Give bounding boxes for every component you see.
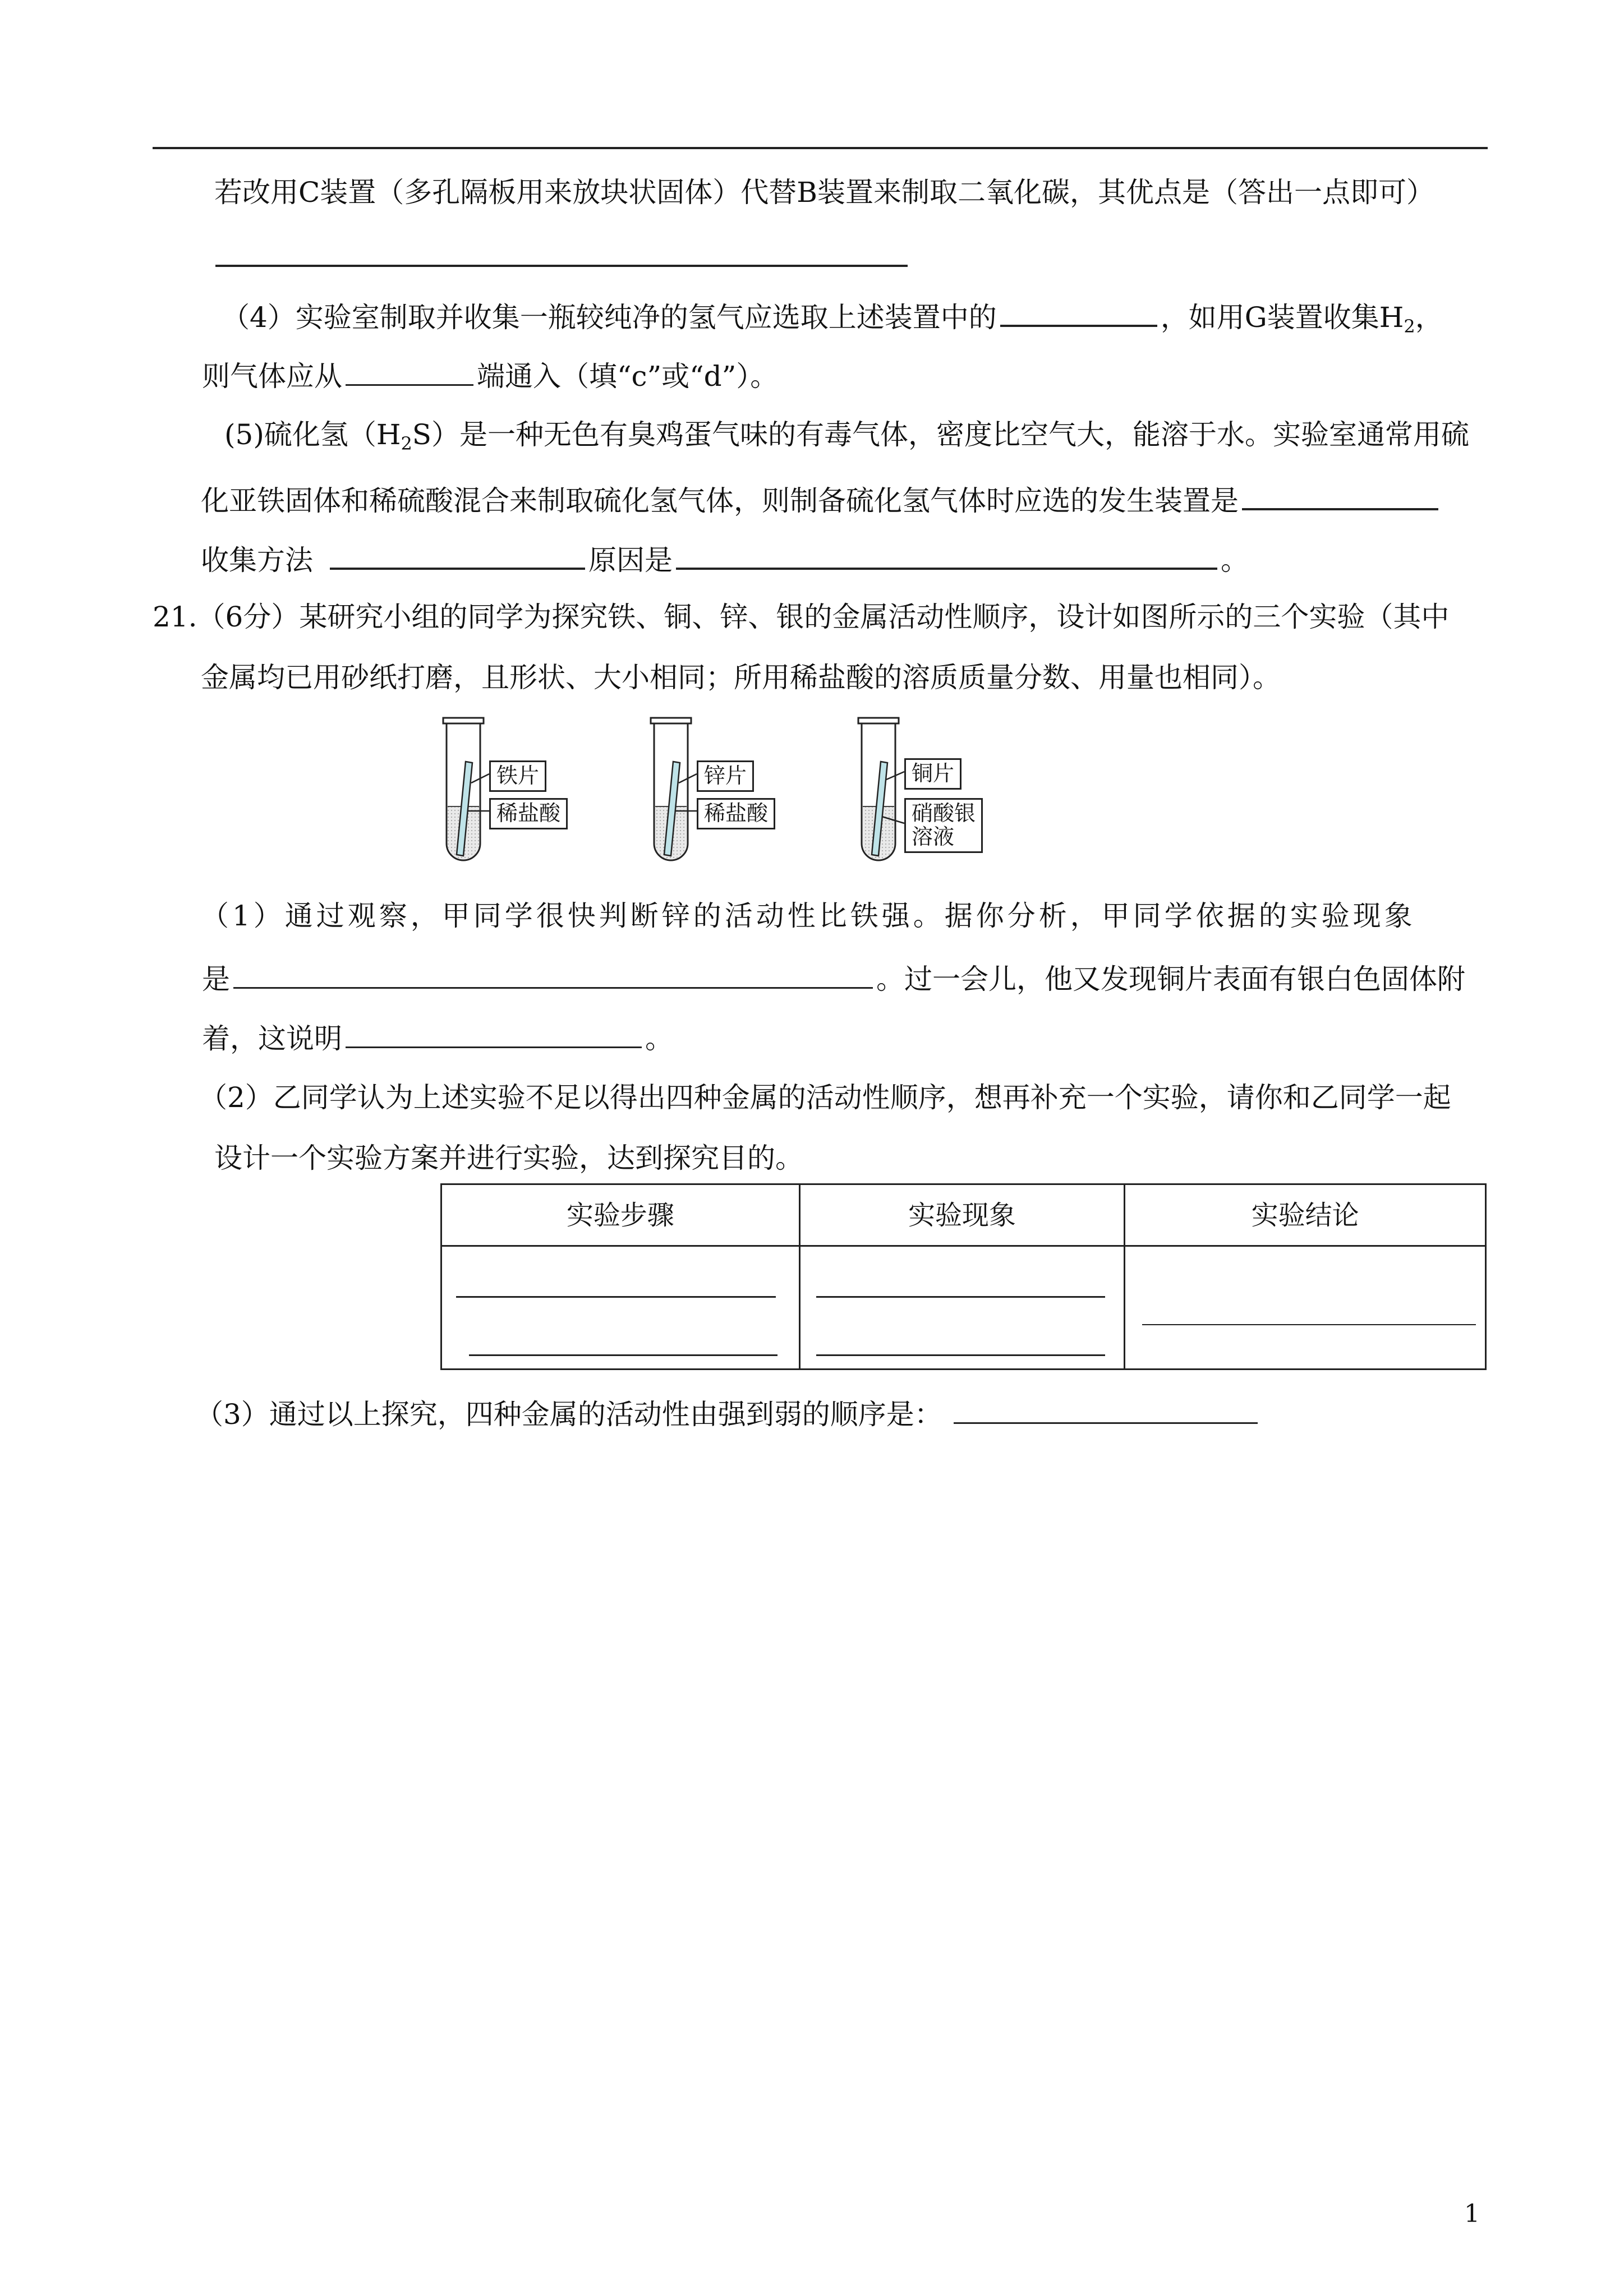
answer-line-conclusion[interactable] xyxy=(1142,1324,1476,1325)
experiment-table xyxy=(440,1183,1487,1370)
answer-blank-activity-order[interactable] xyxy=(954,1398,1258,1424)
part-1-line-3: 着，这说明 。 xyxy=(202,1022,673,1055)
test-tube-1 xyxy=(443,718,484,860)
answer-line-steps-1[interactable] xyxy=(456,1296,776,1298)
part-2-line-2: 设计一个实验方案并进行实验，达到探究目的。 xyxy=(214,1142,803,1174)
cell-conclusion[interactable] xyxy=(1125,1246,1486,1370)
answer-blank-advantage[interactable] xyxy=(215,245,908,267)
question-4-line-1: （4）实验室制取并收集一瓶较纯净的氢气应选取上述装置中的 ，如用G装置收集$H_2$， xyxy=(222,301,1443,337)
part-2-line-1: （2）乙同学认为上述实验不足以得出四种金属的活动性顺序，想再补充一个实验，请你和乙同学一起 xyxy=(199,1081,1451,1114)
answer-blank-gas-inlet[interactable] xyxy=(346,359,473,386)
answer-blank-reason[interactable] xyxy=(676,543,1217,570)
table-answer-row xyxy=(441,1246,1486,1370)
label-zinc-strip: 锌片 xyxy=(697,760,754,792)
header-rule xyxy=(153,147,1488,149)
answer-blank-explanation[interactable] xyxy=(346,1022,642,1048)
cell-steps[interactable] xyxy=(441,1246,800,1370)
question-5-line-3: 收集方法 原因是 。 xyxy=(201,544,1249,577)
question-5-line-2: 化亚铁固体和稀硫酸混合来制取硫化氢气体，则制备硫化氢气体时应选的发生装置是 xyxy=(201,483,1442,515)
page-number: 1 xyxy=(1464,2200,1480,2228)
part-3-line: （3）通过以上探究，四种金属的活动性由强到弱的顺序是： xyxy=(195,1398,1261,1428)
question-5-line-1: (5)硫化氢$(H_2S)$是一种无色有臭鸡蛋气味的有毒气体，密度比空气大，能溶于水。实验室通常用硫 xyxy=(224,418,1470,454)
test-tube-3 xyxy=(858,718,899,860)
answer-line-steps-2[interactable] xyxy=(469,1354,778,1356)
header-steps: 实验步骤 xyxy=(441,1184,800,1246)
text-line-c-device-advantage: 若改用C装置（多孔隔板用来放块状固体）代替B装置来制取二氧化碳，其优点是（答出一点即可） xyxy=(214,176,1434,209)
part-1-line-1: （1）通过观察，甲同学很快判断锌的活动性比铁强。据你分析，甲同学依据的实验现象 xyxy=(201,900,1416,932)
test-tube-figure xyxy=(426,711,1032,874)
answer-line-phenomena-1[interactable] xyxy=(816,1296,1105,1298)
header-phenomena: 实验现象 xyxy=(799,1184,1124,1246)
answer-line-phenomena-2[interactable] xyxy=(816,1354,1105,1356)
header-conclusion: 实验结论 xyxy=(1125,1184,1486,1246)
table-header-row xyxy=(441,1184,1486,1246)
answer-blank-hydrogen-devices[interactable] xyxy=(1000,300,1157,327)
answer-blank-collection-method[interactable] xyxy=(330,543,585,570)
answer-blank-phenomenon[interactable] xyxy=(233,962,873,989)
answer-blank-h2s-generator[interactable] xyxy=(1242,483,1438,510)
question-21-line-1: 21.（6分）某研究小组的同学为探究铁、铜、锌、银的金属活动性顺序，设计如图所示的三个实验（其中 xyxy=(153,601,1450,633)
label-dilute-hcl-1: 稀盐酸 xyxy=(489,798,568,829)
part-1-line-2: 是 。过一会儿，他又发现铜片表面有银白色固体附 xyxy=(202,963,1465,995)
test-tube-2 xyxy=(651,718,691,860)
cell-phenomena[interactable] xyxy=(799,1246,1124,1370)
question-4-line-2: 则气体应从 端通入（填“c”或“d”）。 xyxy=(202,360,779,393)
label-copper-strip: 铜片 xyxy=(904,758,961,790)
label-silver-nitrate-solution: 硝酸银 溶液 xyxy=(904,798,983,853)
label-dilute-hcl-2: 稀盐酸 xyxy=(697,798,775,829)
label-iron-strip: 铁片 xyxy=(489,760,546,792)
question-21-line-2: 金属均已用砂纸打磨，且形状、大小相同；所用稀盐酸的溶质质量分数、用量也相同）。 xyxy=(201,661,1281,694)
